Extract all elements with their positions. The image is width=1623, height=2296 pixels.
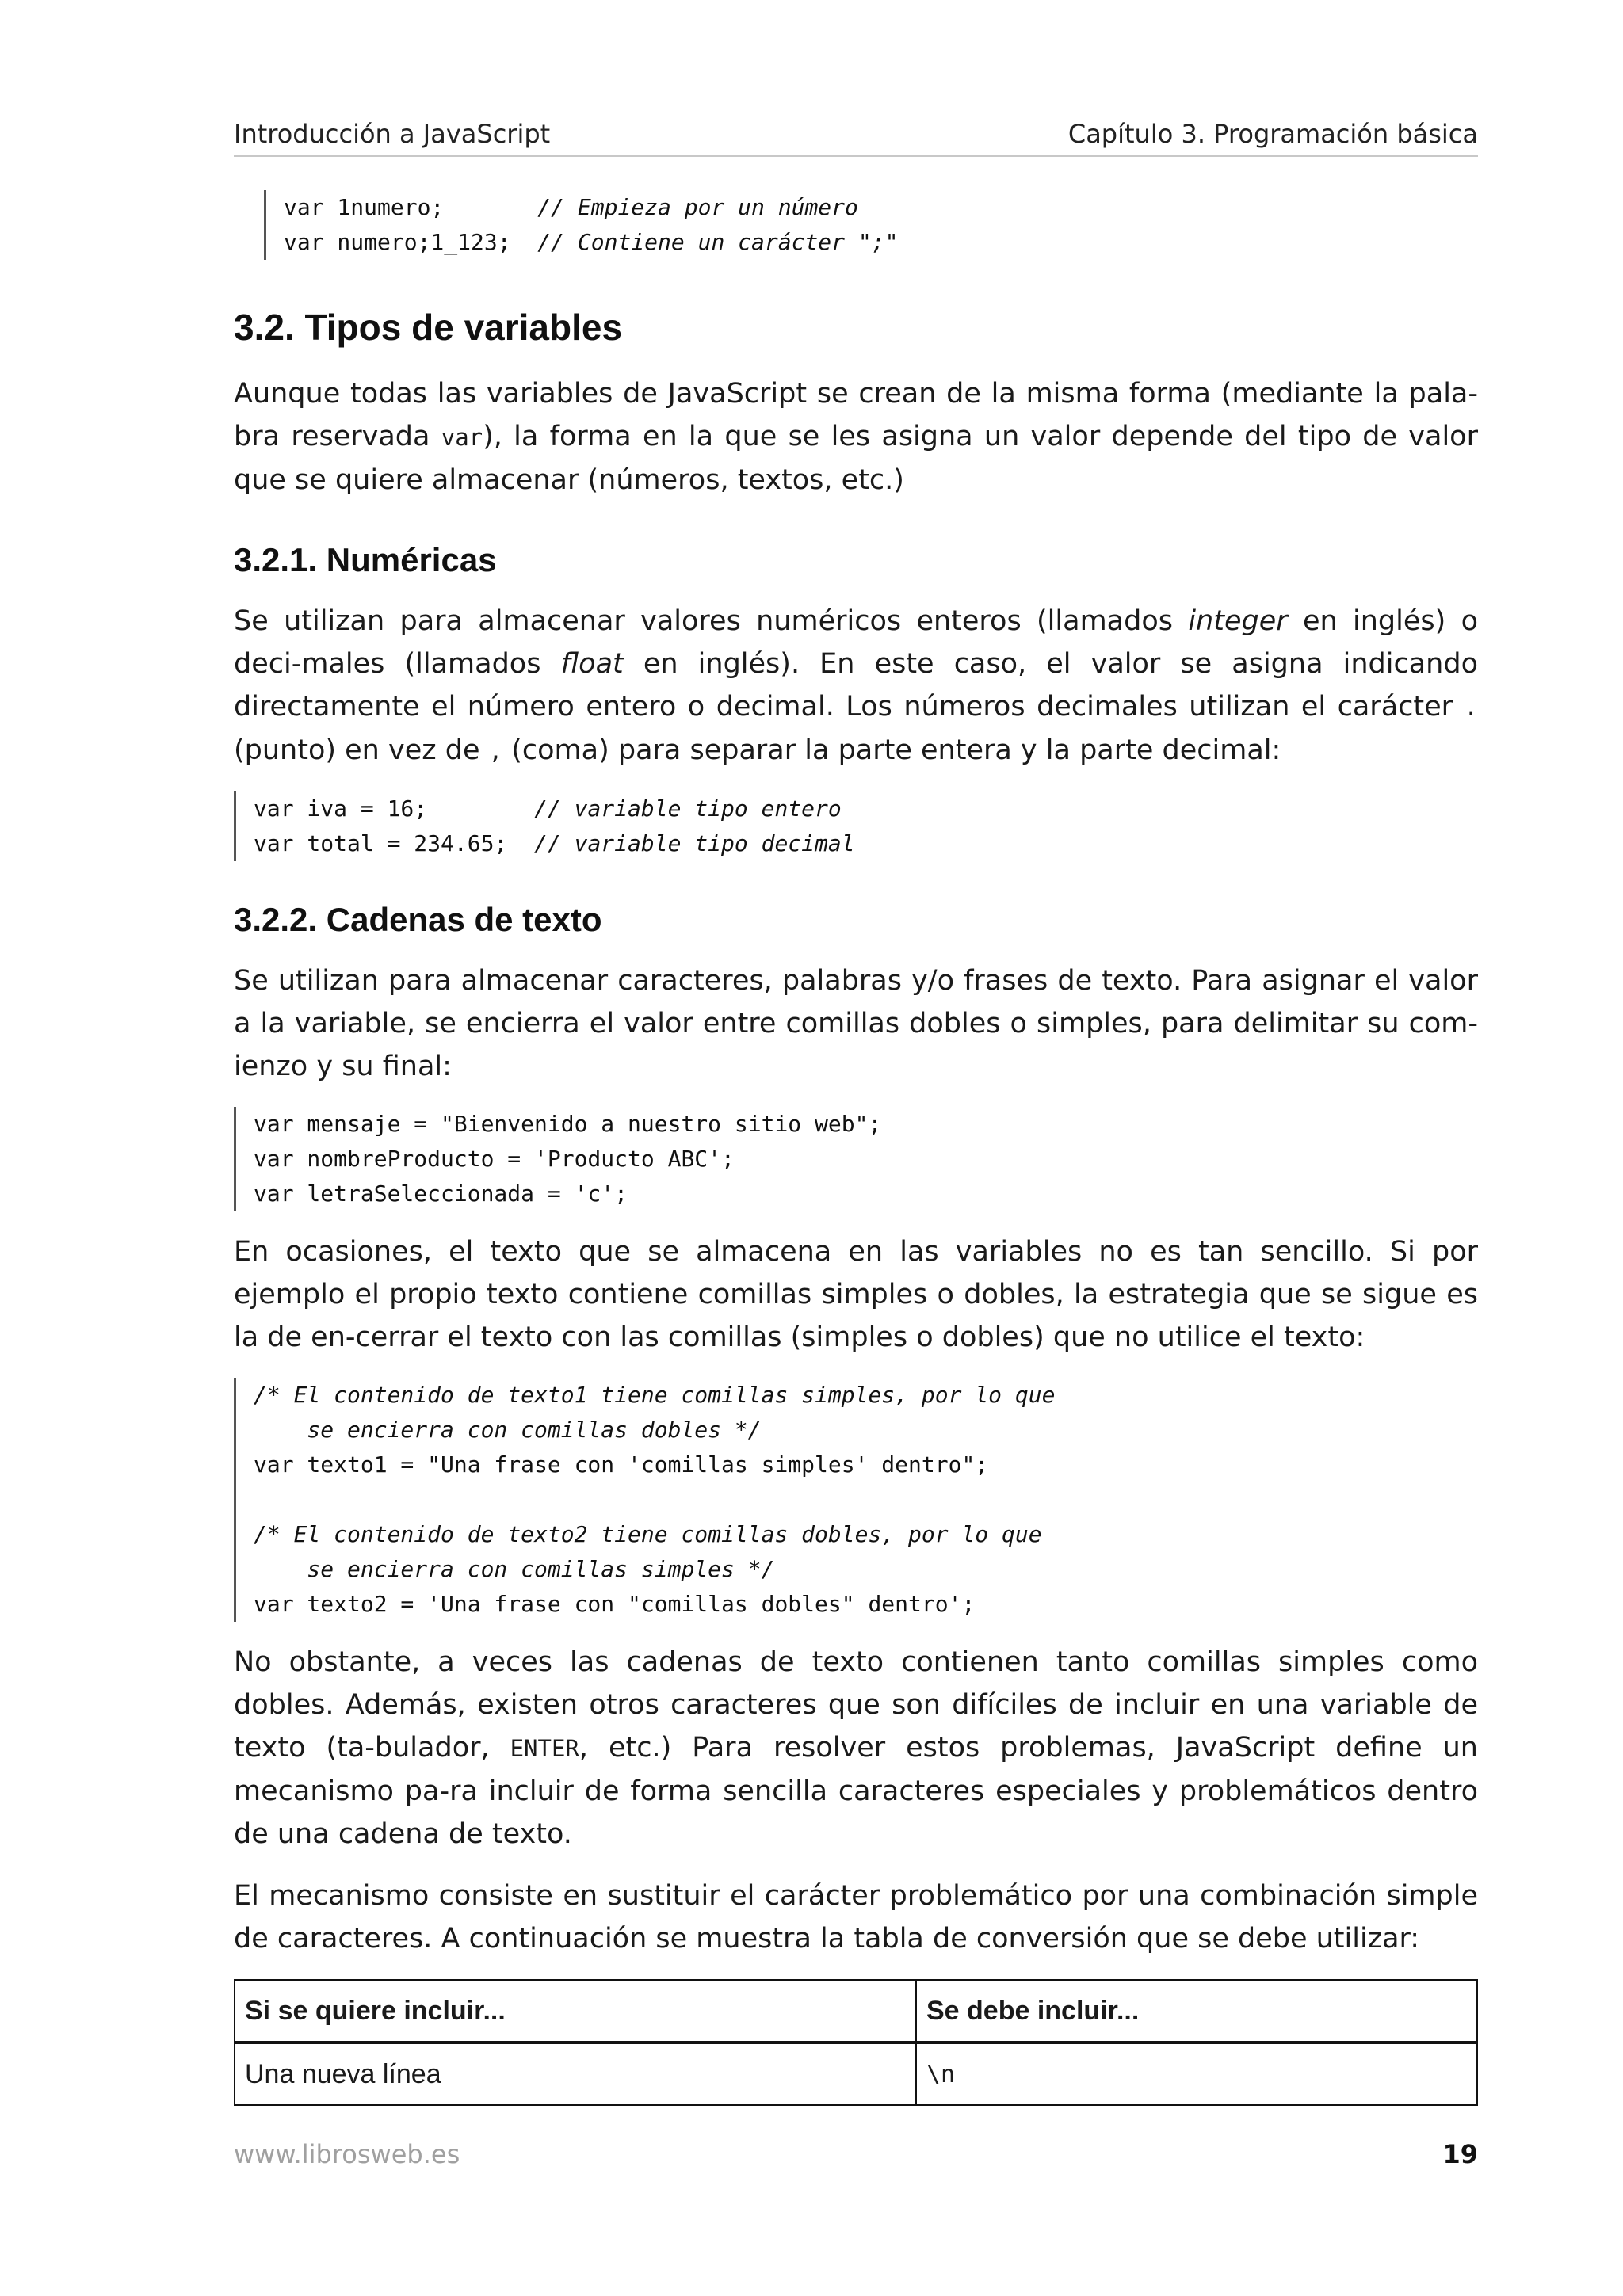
section-title-3-2-2: 3.2.2. Cadenas de texto <box>234 901 602 938</box>
inline-code-dot: . <box>1464 694 1478 721</box>
code-line: var nombreProducto = 'Producto ABC'; <box>254 1146 735 1172</box>
section-title-3-2: 3.2. Tipos de variables <box>234 307 623 348</box>
table-cell: Una nueva línea <box>235 2042 916 2105</box>
header-book-title: Introducción a JavaScript <box>234 119 551 149</box>
table-cell: \n <box>916 2042 1477 2105</box>
paragraph-tipos-variables: Aunque todas las variables de JavaScript se crean de la misma forma (mediante la pala-bra reservada var), la forma en la que se les asigna un valor depende del tipo de valor que se quiere almacenar (números, textos, etc.) <box>234 378 1478 496</box>
code-comment-line: se encierra con comillas dobles */ <box>254 1417 762 1443</box>
paragraph-numericas: Se utilizan para almacenar valores numéricos enteros (llamados integer en inglés) o deci-males (llamados float en inglés). En este caso, el valor se asigna indicando directamente el número entero o decimal. Los números decimales utilizan el carácter . (punto) en vez de , (coma) para separar la parte entera y la parte decimal: <box>234 605 1478 766</box>
code-block-cadenas <box>234 1107 1478 1211</box>
page-number: 19 <box>1442 2139 1478 2169</box>
code-line: var iva = 16; // variable tipo entero <box>254 795 842 822</box>
conversion-table <box>234 1979 1478 2106</box>
page-content <box>234 190 1478 2106</box>
code-line: var texto2 = 'Una frase con "comillas dobles" dentro'; <box>254 1591 976 1617</box>
code-comment-line: /* El contenido de texto1 tiene comillas simples, por lo que <box>254 1382 1056 1408</box>
emphasis-integer: integer <box>1188 605 1288 637</box>
table-header-cell: Si se quiere incluir... <box>235 1980 916 2042</box>
code-line: var letraSeleccionada = 'c'; <box>254 1180 628 1207</box>
code-block-numericas <box>234 791 1478 861</box>
header-chapter-title: Capítulo 3. Programación básica <box>1067 119 1478 149</box>
inline-code-enter: ENTER <box>510 1735 579 1762</box>
code-blank-line <box>254 1482 1478 1517</box>
code-line: var total = 234.65; // variable tipo decimal <box>254 830 855 856</box>
table-header-row <box>235 1980 1477 2042</box>
footer-url-link[interactable]: www.librosweb.es <box>234 2139 460 2169</box>
code-line: var texto1 = "Una frase con 'comillas simples' dentro"; <box>254 1451 989 1478</box>
paragraph-mecanismo: El mecanismo consiste en sustituir el carácter problemático por una combinación simple de caracteres. A continuación se muestra la tabla de conversión que se debe utilizar: <box>234 1880 1478 1955</box>
paragraph-comillas: En ocasiones, el texto que se almacena en las variables no es tan sencillo. Si por ejemplo el propio texto contiene comillas simples o dobles, la estrategia que se sigue es la de en-cerrar el texto con las comillas (simples o dobles) que no utilice el texto: <box>234 1236 1478 1353</box>
code-block-comillas <box>234 1378 1478 1622</box>
inline-code-comma: , <box>488 738 503 765</box>
section-title-3-2-1: 3.2.1. Numéricas <box>234 541 497 578</box>
code-comment-line: /* El contenido de texto2 tiene comillas dobles, por lo que <box>254 1521 1042 1547</box>
inline-code-var: var <box>441 424 483 451</box>
paragraph-caracteres-especiales: No obstante, a veces las cadenas de texto contienen tanto comillas simples como dobles. Además, existen otros caracteres que son difíciles de incluir en una variable de texto (ta-bulador, ENTER, etc.) Para resolver estos problemas, JavaScript define un mecanismo pa-ra incluir de forma sencilla caracteres especiales y problemáticos dentro de una cadena de texto. <box>234 1646 1478 1850</box>
table-header-cell: Se debe incluir... <box>916 1980 1477 2042</box>
emphasis-float: float <box>560 648 624 680</box>
page-header <box>234 119 1478 157</box>
table-row <box>235 2042 1477 2105</box>
paragraph-cadenas-intro: Se utilizan para almacenar caracteres, palabras y/o frases de texto. Para asignar el valor a la variable, se encierra el valor entre comillas dobles o simples, para delimitar su com-ienzo y su final: <box>234 965 1478 1082</box>
code-line: var 1numero; // Empieza por un número <box>284 194 858 220</box>
code-block-invalid-names <box>264 190 1478 260</box>
code-line: var numero;1_123; // Contiene un carácter ";" <box>284 229 899 255</box>
code-comment-line: se encierra con comillas simples */ <box>254 1556 775 1582</box>
code-line: var mensaje = "Bienvenido a nuestro sitio web"; <box>254 1111 882 1137</box>
